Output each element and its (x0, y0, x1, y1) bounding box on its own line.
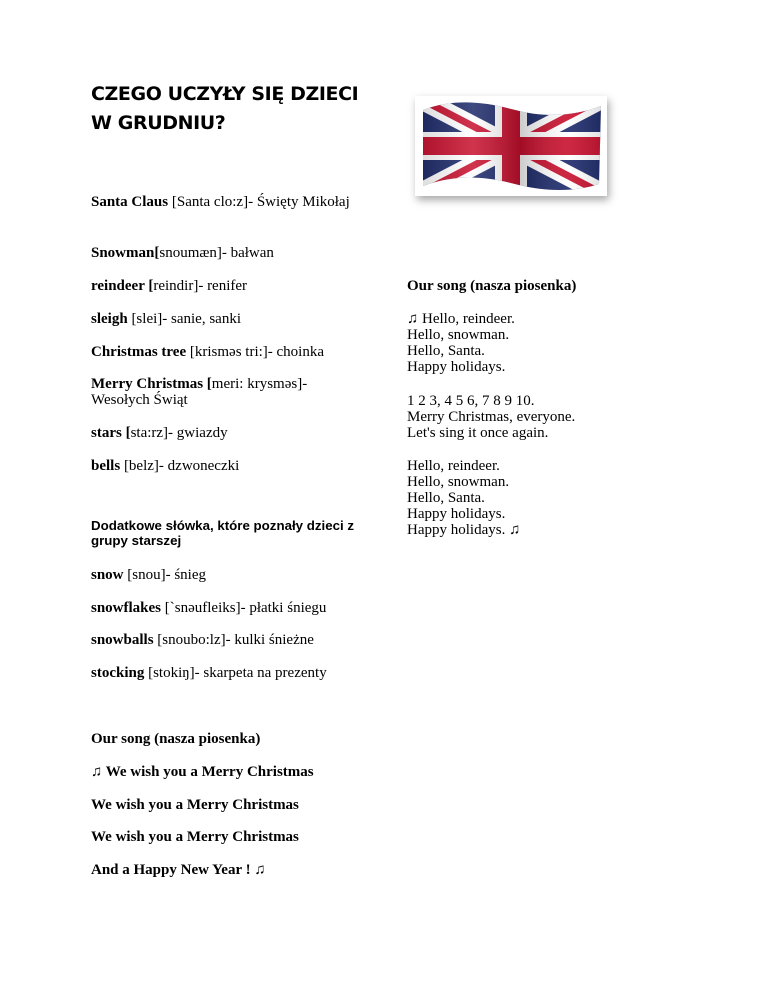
vocab-translation: reindir]- renifer (153, 278, 248, 294)
vocab-word: stocking (91, 665, 145, 681)
song2-line: Hello, reindeer. (407, 458, 500, 474)
uk-flag-image (415, 96, 607, 196)
vocab-word: stars [ (91, 425, 131, 441)
vocab-word: Merry Christmas [ (91, 376, 212, 392)
song1-line: ♫ We wish you a Merry Christmas (91, 764, 314, 780)
song2-line: Merry Christmas, everyone. (407, 409, 576, 425)
vocab-translation: [Santa clo:z]- Święty Mikołaj (168, 194, 350, 210)
vocab-word: snowballs (91, 632, 154, 648)
page-title (91, 80, 391, 138)
song2-line: 1 2 3, 4 5 6, 7 8 9 10. (407, 393, 535, 409)
song1-line: And a Happy New Year ! ♫ (91, 862, 266, 878)
song1-line: We wish you a Merry Christmas (91, 829, 299, 845)
song1-heading: Our song (nasza piosenka) (91, 731, 261, 747)
vocab-translation: snoumæn]- bałwan (159, 245, 274, 261)
title-line-1: CZEGO UCZYŁY SIĘ DZIECI (91, 83, 359, 105)
title-line-2: W GRUDNIU? (91, 112, 226, 134)
song1-line: We wish you a Merry Christmas (91, 797, 299, 813)
vocab-word: Santa Claus (91, 194, 169, 210)
vocab-item-snow (91, 567, 361, 583)
vocab-translation: [snoubo:lz]- kulki śnieżne (153, 632, 314, 648)
song2-heading: Our song (nasza piosenka) (407, 278, 577, 294)
song2-line: Hello, Santa. (407, 343, 485, 359)
vocab-translation: [slei]- sanie, sanki (127, 311, 241, 327)
vocab-item-merry-christmas (91, 376, 341, 408)
vocab-item-stocking (91, 665, 361, 681)
song2-line: Hello, Santa. (407, 490, 485, 506)
vocab-word: Christmas tree (91, 344, 187, 360)
song2-line: Happy holidays. (407, 359, 506, 375)
vocab-word: snow (91, 567, 124, 583)
song2-line: Let's sing it once again. (407, 425, 549, 441)
vocab-translation: meri: krysməs]- Wesołych Świąt (91, 376, 308, 408)
vocab-translation: [`snəufleiks]- płatki śniegu (161, 600, 327, 616)
vocab-translation: [stokiŋ]- skarpeta na prezenty (144, 665, 327, 681)
vocab-translation: [belz]- dzwoneczki (120, 458, 240, 474)
vocab-item-christmas-tree (91, 344, 361, 360)
vocab-word: snowflakes (91, 600, 162, 616)
vocab-item-snowman (91, 245, 361, 261)
uk-flag-icon (415, 96, 607, 196)
vocab-word: bells (91, 458, 121, 474)
song2-line: Hello, snowman. (407, 327, 510, 343)
vocab-item-reindeer (91, 278, 361, 294)
vocab-item-snowflakes (91, 600, 361, 616)
song2-stanza-2 (407, 393, 667, 441)
vocab-item-snowballs (91, 632, 361, 648)
song2-line: Hello, snowman. (407, 474, 510, 490)
vocab-item-santa-claus (91, 194, 361, 210)
vocab-item-stars (91, 425, 361, 441)
song2-stanza-1 (407, 311, 667, 375)
vocab-item-sleigh (91, 311, 361, 327)
vocab-item-bells (91, 458, 361, 474)
song2-line: Happy holidays. ♫ (407, 522, 521, 538)
song2-line: ♫ Hello, reindeer. (407, 311, 515, 327)
vocab-translation: [snou]- śnieg (123, 567, 207, 583)
song2-line: Happy holidays. (407, 506, 506, 522)
song2-stanza-3 (407, 458, 667, 538)
vocab-word: sleigh (91, 311, 128, 327)
vocab-translation: [krisməs tri:]- choinka (186, 344, 325, 360)
vocab-word: Snowman[ (91, 245, 160, 261)
vocab-translation: sta:rz]- gwiazdy (130, 425, 228, 441)
vocab-word: reindeer [ (91, 278, 154, 294)
extra-vocab-heading: Dodatkowe słówka, które poznały dzieci z grupy starszej (91, 518, 355, 548)
